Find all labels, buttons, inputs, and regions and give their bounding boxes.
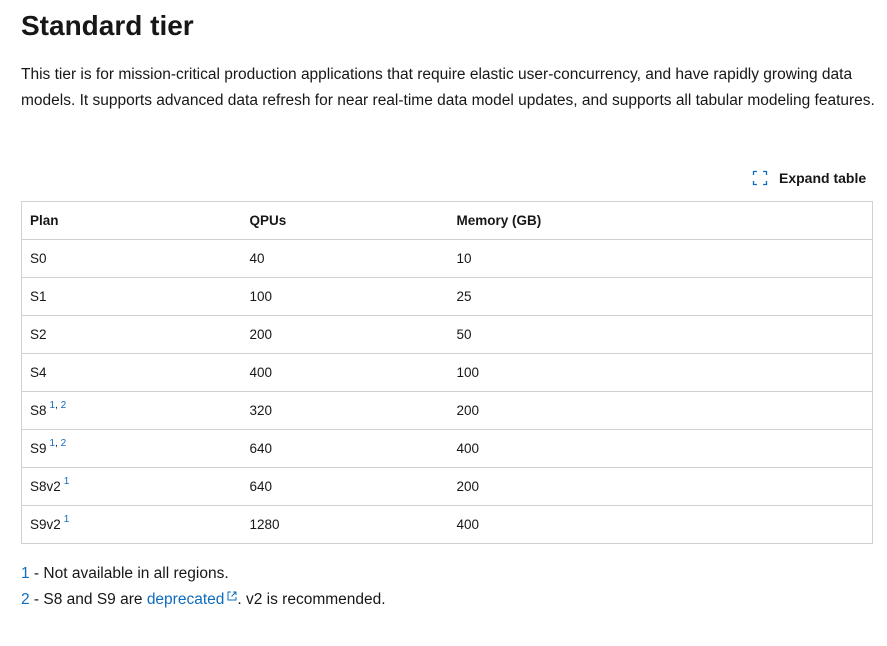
plan-name: S8v2 [30,479,61,494]
table-row [22,506,873,544]
cell-plan [22,468,242,506]
cell-qpus: 200 [242,316,449,354]
cell-memory: 100 [449,354,873,392]
cell-qpus: 400 [242,354,449,392]
footnote-1-marker[interactable]: 1 [21,565,30,582]
page-title: Standard tier [21,10,194,41]
cell-qpus: 1280 [242,506,449,544]
cell-memory: 400 [449,430,873,468]
table-row [22,316,873,354]
expand-table-button[interactable] [752,168,866,188]
deprecated-link-label: deprecated [146,591,225,608]
expand-table-label: Expand table [779,170,867,186]
cell-qpus: 640 [242,468,449,506]
cell-plan [22,278,242,316]
footnote-ref-link[interactable]: 1 [63,513,70,525]
cell-plan [22,240,242,278]
plan-name: S0 [30,251,47,266]
cell-memory: 400 [449,506,873,544]
header-qpus: QPUs [242,202,449,240]
footnote-2-text-before: - S8 and S9 are [29,591,147,608]
cell-plan [22,354,242,392]
table-row [22,430,873,468]
table-row [22,278,873,316]
plan-footnotes [50,438,67,449]
table-row [22,468,873,506]
cell-memory: 10 [449,240,873,278]
plan-footnotes [64,514,70,525]
table-row [22,240,873,278]
footnote-1 [21,563,229,585]
expand-icon [752,170,768,186]
plan-name: S9v2 [30,517,61,532]
plan-footnotes [64,476,70,487]
footnote-2-text-after: . v2 is recommended. [237,591,386,608]
footnote-2-marker[interactable]: 2 [21,591,30,608]
cell-plan [22,430,242,468]
cell-memory: 200 [449,468,873,506]
header-plan: Plan [22,202,242,240]
plan-name: S4 [30,365,47,380]
header-memory: Memory (GB) [449,202,873,240]
cell-plan [22,316,242,354]
cell-qpus: 320 [242,392,449,430]
standard-tier-table [21,201,873,544]
cell-plan [22,392,242,430]
cell-qpus: 640 [242,430,449,468]
cell-memory: 200 [449,392,873,430]
table-header-row [22,202,873,240]
cell-qpus: 40 [242,240,449,278]
footnote-ref-link[interactable]: 1 [49,399,56,411]
plan-name: S8 [30,403,47,418]
table-row [22,354,873,392]
deprecated-link[interactable] [147,591,238,608]
footnote-ref-link[interactable]: 2 [60,437,67,449]
external-link-icon [227,591,237,601]
footnote-ref-link[interactable]: 2 [60,399,67,411]
cell-qpus: 100 [242,278,449,316]
plan-footnotes [50,400,67,411]
plan-name: S1 [30,289,47,304]
intro-paragraph: This tier is for mission-critical production applications that require elastic user-concurrency, and have rapidly growing data models. It supports advanced data refresh for near real-time data model updates, and supports all tabular modeling features. [21,66,875,109]
plan-name: S2 [30,327,47,342]
cell-memory: 25 [449,278,873,316]
footnote-separator: , [55,437,58,449]
cell-plan [22,506,242,544]
footnote-separator: , [55,399,58,411]
plan-name: S9 [30,441,47,456]
table-row [22,392,873,430]
footnote-1-text: - Not available in all regions. [29,565,229,582]
footnote-ref-link[interactable]: 1 [63,475,70,487]
footnote-2 [21,589,386,611]
cell-memory: 50 [449,316,873,354]
footnote-ref-link[interactable]: 1 [49,437,56,449]
